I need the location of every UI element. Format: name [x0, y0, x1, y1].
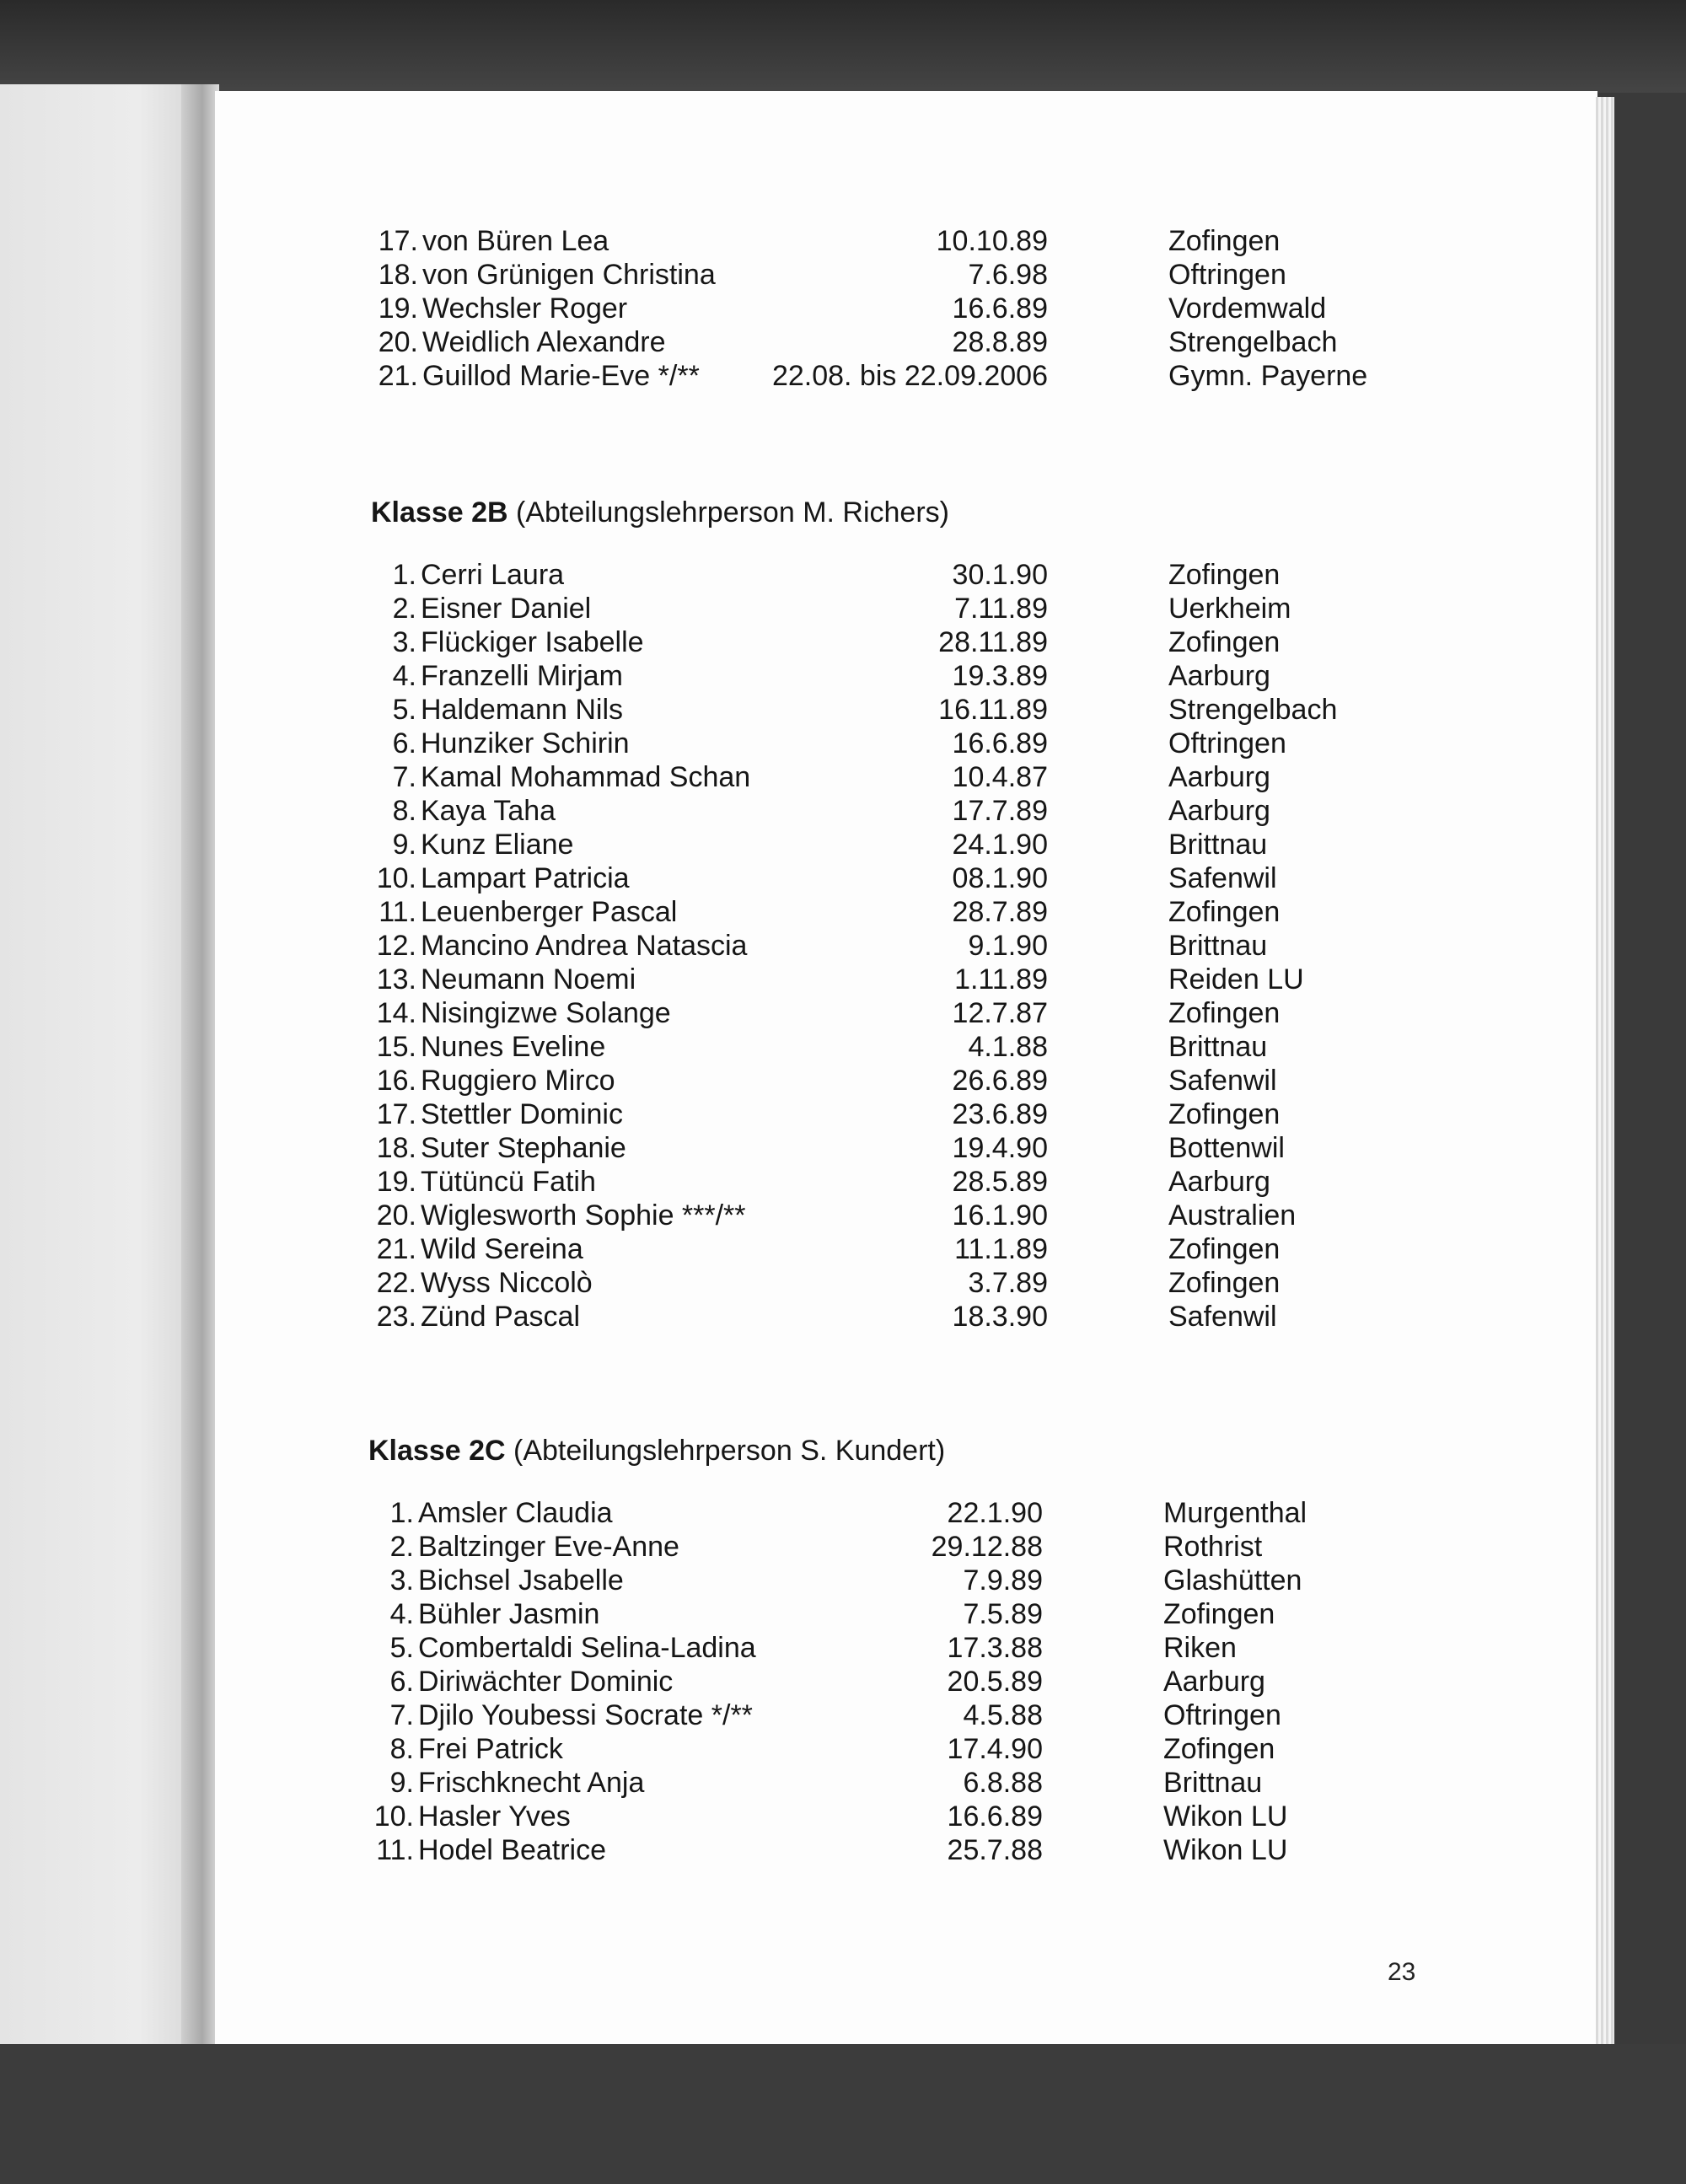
birth-date: 17.3.88 — [947, 1632, 1043, 1664]
list-item — [0, 558, 1281, 592]
page-number: 23 — [1388, 1958, 1416, 1986]
entry-number: 18. — [376, 1132, 416, 1164]
home-town: Brittnau — [1168, 829, 1268, 861]
entry-number: 6. — [392, 727, 416, 759]
list-item — [0, 1131, 1285, 1165]
student-name: Mancino Andrea Natascia — [421, 930, 748, 962]
entry-number: 7. — [392, 761, 416, 793]
birth-date: 17.7.89 — [952, 795, 1048, 827]
list-item — [0, 1064, 1277, 1097]
list-item — [0, 258, 1286, 292]
student-name: Kaya Taha — [421, 795, 556, 827]
entry-number: 3. — [389, 1564, 414, 1596]
list-item — [0, 1232, 1281, 1266]
entry-number: 4. — [392, 660, 416, 692]
entry-number: 12. — [376, 930, 416, 962]
list-item — [0, 1732, 1275, 1766]
entry-number: 11. — [376, 1834, 414, 1866]
student-name: Diriwächter Dominic — [418, 1666, 674, 1698]
home-town: Aarburg — [1168, 795, 1270, 827]
birth-date: 16.6.89 — [947, 1800, 1043, 1833]
entry-number: 6. — [389, 1666, 414, 1698]
home-town: Strengelbach — [1168, 694, 1338, 726]
birth-date: 1.11.89 — [954, 963, 1048, 995]
entry-number: 14. — [376, 997, 416, 1029]
list-item — [0, 861, 1277, 895]
entry-number: 20. — [376, 1199, 416, 1232]
birth-date: 18.3.90 — [952, 1301, 1048, 1333]
home-town: Zofingen — [1163, 1598, 1275, 1630]
birth-date: 28.8.89 — [952, 326, 1048, 358]
entry-number: 9. — [389, 1767, 414, 1799]
entry-number: 10. — [376, 862, 416, 894]
entry-number: 21. — [378, 360, 418, 392]
entry-number: 17. — [376, 1098, 416, 1130]
birth-date: 28.11.89 — [938, 626, 1048, 658]
student-name: Nunes Eveline — [421, 1031, 606, 1063]
birth-date: 19.4.90 — [952, 1132, 1048, 1164]
student-name: Hasler Yves — [418, 1800, 571, 1833]
student-name: von Büren Lea — [422, 225, 609, 257]
entry-number: 10. — [373, 1800, 414, 1833]
home-town: Zofingen — [1168, 896, 1281, 928]
list-item — [0, 996, 1281, 1030]
birth-date: 16.6.89 — [952, 727, 1048, 759]
student-name: Hunziker Schirin — [421, 727, 630, 759]
birth-date: 3.7.89 — [968, 1267, 1048, 1299]
student-name: Tütüncü Fatih — [421, 1166, 596, 1198]
list-item — [0, 625, 1281, 659]
entry-number: 16. — [376, 1065, 416, 1097]
entry-number: 9. — [392, 829, 416, 861]
home-town: Brittnau — [1168, 930, 1268, 962]
birth-date: 7.9.89 — [963, 1564, 1043, 1596]
birth-date: 7.5.89 — [963, 1598, 1043, 1630]
entry-number: 8. — [389, 1733, 414, 1765]
student-name: Suter Stephanie — [421, 1132, 626, 1164]
list-item — [0, 1030, 1268, 1064]
birth-date: 28.5.89 — [952, 1166, 1048, 1198]
birth-date: 11.1.89 — [954, 1233, 1048, 1265]
scan-background-top — [0, 0, 1686, 93]
student-name: Wechsler Roger — [422, 292, 628, 325]
student-name: Bichsel Jsabelle — [418, 1564, 624, 1596]
list-item — [0, 1833, 1288, 1867]
scan-background-bottom — [0, 2044, 1686, 2184]
list-item — [0, 1564, 1302, 1597]
home-town: Oftringen — [1168, 259, 1286, 291]
home-town: Wikon LU — [1163, 1834, 1288, 1866]
birth-date: 22.08. bis 22.09.2006 — [771, 360, 1048, 392]
home-town: Zofingen — [1168, 559, 1281, 591]
home-town: Wikon LU — [1163, 1800, 1288, 1833]
birth-date: 10.4.87 — [952, 761, 1048, 793]
entry-number: 15. — [376, 1031, 416, 1063]
list-item — [0, 1800, 1288, 1833]
birth-date: 6.8.88 — [963, 1767, 1043, 1799]
birth-date: 19.3.89 — [952, 660, 1048, 692]
home-town: Murgenthal — [1163, 1497, 1307, 1529]
student-name: Frei Patrick — [418, 1733, 563, 1765]
entry-number: 5. — [389, 1632, 414, 1664]
student-name: Guillod Marie-Eve */** — [422, 360, 700, 392]
student-name: Flückiger Isabelle — [421, 626, 644, 658]
birth-date: 10.10.89 — [936, 225, 1048, 257]
list-item — [0, 794, 1270, 828]
class-2b-heading — [371, 496, 949, 529]
student-name: Kunz Eliane — [421, 829, 574, 861]
list-item — [0, 1631, 1237, 1665]
class-2b-title: Klasse 2B — [371, 496, 508, 529]
birth-date: 24.1.90 — [952, 829, 1048, 861]
entry-number: 23. — [376, 1301, 416, 1333]
birth-date: 25.7.88 — [947, 1834, 1043, 1866]
home-town: Zofingen — [1168, 997, 1281, 1029]
birth-date: 4.1.88 — [968, 1031, 1048, 1063]
class-2c-heading — [368, 1434, 945, 1468]
birth-date: 16.1.90 — [952, 1199, 1048, 1232]
list-item — [0, 693, 1338, 727]
home-town: Aarburg — [1163, 1666, 1265, 1698]
student-name: Stettler Dominic — [421, 1098, 623, 1130]
student-name: Franzelli Mirjam — [421, 660, 623, 692]
student-name: Kamal Mohammad Schan — [421, 761, 751, 793]
home-town: Bottenwil — [1168, 1132, 1285, 1164]
list-item — [0, 359, 1368, 393]
student-name: Combertaldi Selina-Ladina — [418, 1632, 756, 1664]
birth-date: 29.12.88 — [931, 1531, 1043, 1563]
home-town: Safenwil — [1168, 862, 1277, 894]
entry-number: 1. — [392, 559, 416, 591]
list-item — [0, 1496, 1307, 1530]
home-town: Oftringen — [1168, 727, 1286, 759]
student-name: Lampart Patricia — [421, 862, 630, 894]
list-item — [0, 1530, 1263, 1564]
home-town: Zofingen — [1168, 1098, 1281, 1130]
list-item — [0, 1597, 1275, 1631]
list-item — [0, 929, 1268, 963]
birth-date: 23.6.89 — [952, 1098, 1048, 1130]
entry-number: 13. — [376, 963, 416, 995]
home-town: Glashütten — [1163, 1564, 1302, 1596]
birth-date: 9.1.90 — [968, 930, 1048, 962]
home-town: Aarburg — [1168, 660, 1270, 692]
class-2c-title: Klasse 2C — [368, 1435, 506, 1467]
birth-date: 22.1.90 — [947, 1497, 1043, 1529]
list-item — [0, 592, 1291, 625]
list-item — [0, 760, 1270, 794]
entry-number: 2. — [392, 593, 416, 625]
student-name: Hodel Beatrice — [418, 1834, 607, 1866]
student-name: Nisingizwe Solange — [421, 997, 671, 1029]
student-name: Weidlich Alexandre — [422, 326, 666, 358]
student-name: Amsler Claudia — [418, 1497, 613, 1529]
student-name: Neumann Noemi — [421, 963, 636, 995]
birth-date: 16.6.89 — [952, 292, 1048, 325]
student-name: Eisner Daniel — [421, 593, 592, 625]
birth-date: 4.5.88 — [963, 1699, 1043, 1731]
home-town: Reiden LU — [1168, 963, 1304, 995]
home-town: Australien — [1168, 1199, 1297, 1232]
list-item — [0, 895, 1281, 929]
home-town: Aarburg — [1168, 761, 1270, 793]
student-name: Baltzinger Eve-Anne — [418, 1531, 679, 1563]
student-name: Haldemann Nils — [421, 694, 623, 726]
birth-date: 26.6.89 — [952, 1065, 1048, 1097]
birth-date: 20.5.89 — [947, 1666, 1043, 1698]
list-item — [0, 1165, 1270, 1199]
home-town: Zofingen — [1168, 626, 1281, 658]
entry-number: 17. — [378, 225, 418, 257]
birth-date: 16.11.89 — [938, 694, 1048, 726]
home-town: Zofingen — [1168, 1267, 1281, 1299]
birth-date: 12.7.87 — [952, 997, 1048, 1029]
list-item — [0, 963, 1304, 996]
home-town: Safenwil — [1168, 1065, 1277, 1097]
entry-number: 11. — [379, 896, 416, 928]
entry-number: 22. — [376, 1267, 416, 1299]
student-name: Wiglesworth Sophie ***/** — [421, 1199, 746, 1232]
home-town: Gymn. Payerne — [1168, 360, 1368, 392]
list-item — [0, 1300, 1277, 1333]
home-town: Aarburg — [1168, 1166, 1270, 1198]
entry-number: 3. — [392, 626, 416, 658]
student-name: Leuenberger Pascal — [421, 896, 678, 928]
student-name: Cerri Laura — [421, 559, 565, 591]
entry-number: 8. — [392, 795, 416, 827]
entry-number: 19. — [376, 1166, 416, 1198]
birth-date: 7.6.98 — [968, 259, 1048, 291]
entry-number: 19. — [378, 292, 418, 325]
class-2c-teacher: (Abteilungslehrperson S. Kundert) — [505, 1435, 946, 1467]
entry-number: 18. — [378, 259, 418, 291]
home-town: Vordemwald — [1168, 292, 1327, 325]
birth-date: 17.4.90 — [947, 1733, 1043, 1765]
student-name: Ruggiero Mirco — [421, 1065, 615, 1097]
list-item — [0, 1665, 1265, 1698]
list-item — [0, 1766, 1263, 1800]
student-name: Djilo Youbessi Socrate */** — [418, 1699, 753, 1731]
home-town: Zofingen — [1168, 225, 1281, 257]
birth-date: 08.1.90 — [952, 862, 1048, 894]
student-name: Zünd Pascal — [421, 1301, 580, 1333]
student-name: Wyss Niccolò — [421, 1267, 593, 1299]
list-item — [0, 292, 1327, 325]
home-town: Brittnau — [1163, 1767, 1263, 1799]
student-name: Frischknecht Anja — [418, 1767, 645, 1799]
home-town: Rothrist — [1163, 1531, 1263, 1563]
home-town: Oftringen — [1163, 1699, 1281, 1731]
home-town: Zofingen — [1163, 1733, 1275, 1765]
home-town: Uerkheim — [1168, 593, 1291, 625]
home-town: Riken — [1163, 1632, 1237, 1664]
list-item — [0, 1199, 1297, 1232]
list-item — [0, 224, 1281, 258]
birth-date: 28.7.89 — [952, 896, 1048, 928]
student-name: Wild Sereina — [421, 1233, 583, 1265]
entry-number: 5. — [392, 694, 416, 726]
student-name: von Grünigen Christina — [422, 259, 716, 291]
list-item — [0, 1097, 1281, 1131]
entry-number: 21. — [376, 1233, 416, 1265]
entry-number: 7. — [389, 1699, 414, 1731]
list-item — [0, 727, 1286, 760]
entry-number: 1. — [389, 1497, 414, 1529]
list-item — [0, 325, 1338, 359]
home-town: Zofingen — [1168, 1233, 1281, 1265]
student-name: Bühler Jasmin — [418, 1598, 600, 1630]
birth-date: 30.1.90 — [952, 559, 1048, 591]
list-item — [0, 1698, 1281, 1732]
birth-date: 7.11.89 — [954, 593, 1048, 625]
entry-number: 2. — [389, 1531, 414, 1563]
list-item — [0, 1266, 1281, 1300]
entry-number: 4. — [389, 1598, 414, 1630]
home-town: Safenwil — [1168, 1301, 1277, 1333]
list-item — [0, 828, 1268, 861]
class-2b-teacher: (Abteilungslehrperson M. Richers) — [507, 496, 949, 529]
home-town: Strengelbach — [1168, 326, 1338, 358]
entry-number: 20. — [378, 326, 418, 358]
page-stack-edge — [1596, 97, 1614, 2044]
home-town: Brittnau — [1168, 1031, 1268, 1063]
list-item — [0, 659, 1270, 693]
